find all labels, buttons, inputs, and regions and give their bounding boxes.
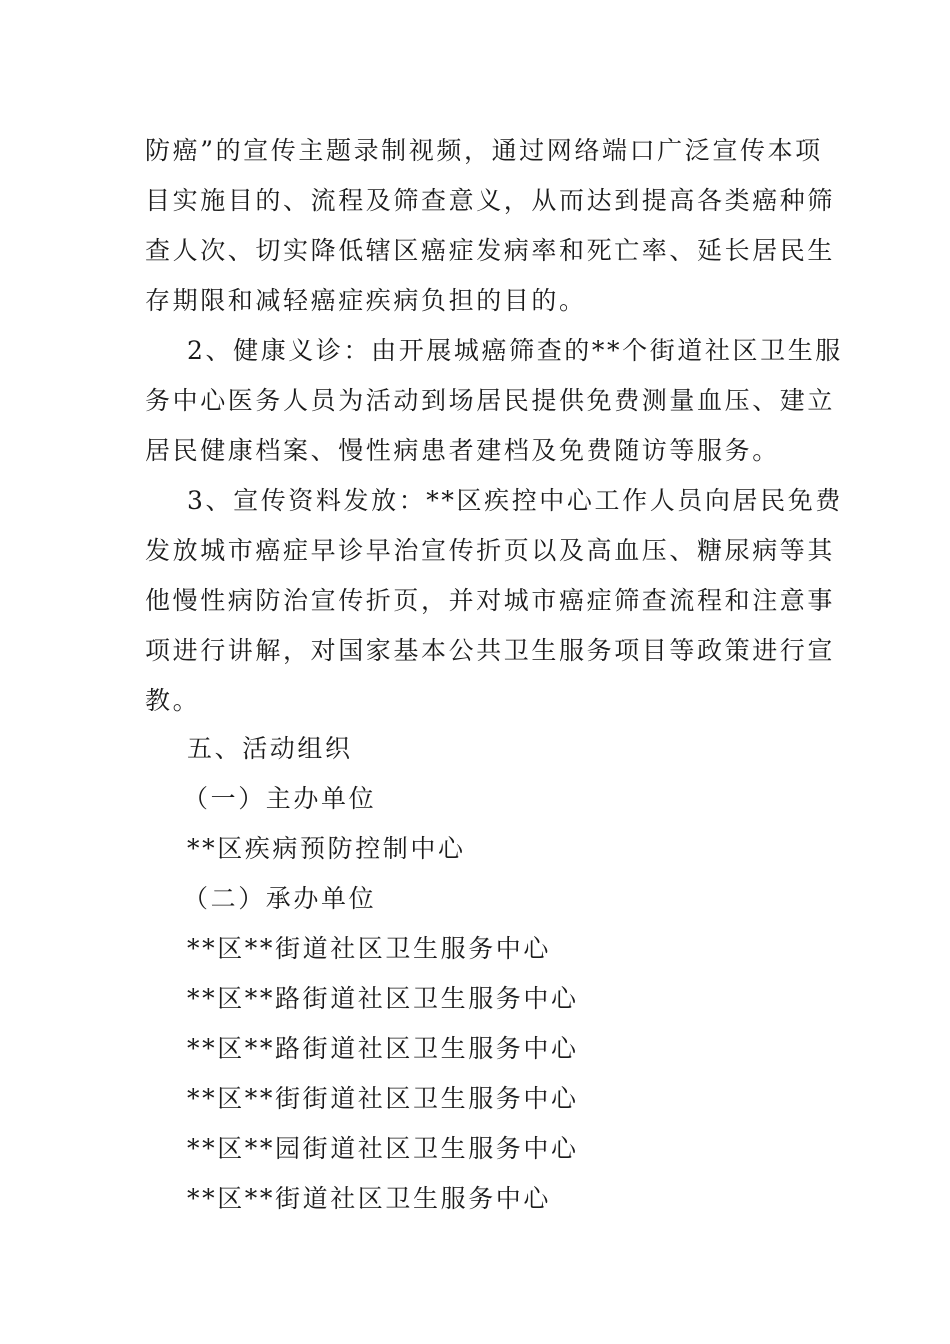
co-organizer-item: **区**园街道社区卫生服务中心: [187, 1134, 579, 1163]
paragraph-line: 项进行讲解，对国家基本公共卫生服务项目等政策进行宣: [145, 636, 836, 665]
co-organizer-item: **区**街街道社区卫生服务中心: [187, 1084, 579, 1113]
subsection-heading: （一）主办单位: [183, 784, 377, 813]
organizer-name: **区疾病预防控制中心: [187, 834, 466, 863]
section-heading: 五、活动组织: [187, 734, 353, 763]
paragraph-line: 务中心医务人员为活动到场居民提供免费测量血压、建立: [145, 386, 836, 415]
paragraph-line: 他慢性病防治宣传折页，并对城市癌症筛查流程和注意事: [145, 586, 836, 615]
co-organizer-item: **区**街道社区卫生服务中心: [187, 934, 552, 963]
co-organizer-item: **区**路街道社区卫生服务中心: [187, 984, 579, 1013]
paragraph-line: 2、健康义诊：由开展城癌筛查的**个街道社区卫生服: [187, 336, 843, 365]
paragraph-line: 目实施目的、流程及筛查意义，从而达到提高各类癌种筛: [145, 186, 836, 215]
paragraph-line: 3、宣传资料发放：**区疾控中心工作人员向居民免费: [187, 486, 843, 515]
co-organizer-item: **区**路街道社区卫生服务中心: [187, 1034, 579, 1063]
subsection-heading: （二）承办单位: [183, 884, 377, 913]
paragraph-line: 存期限和减轻癌症疾病负担的目的。: [145, 286, 587, 315]
paragraph-line: 教。: [145, 686, 201, 715]
paragraph-line: 防癌”的宣传主题录制视频，通过网络端口广泛宣传本项: [145, 136, 823, 165]
paragraph-line: 居民健康档案、慢性病患者建档及免费随访等服务。: [145, 436, 780, 465]
paragraph-line: 发放城市癌症早诊早治宣传折页以及高血压、糖尿病等其: [145, 536, 836, 565]
co-organizer-item: **区**街道社区卫生服务中心: [187, 1184, 552, 1213]
paragraph-line: 查人次、切实降低辖区癌症发病率和死亡率、延长居民生: [145, 236, 836, 265]
